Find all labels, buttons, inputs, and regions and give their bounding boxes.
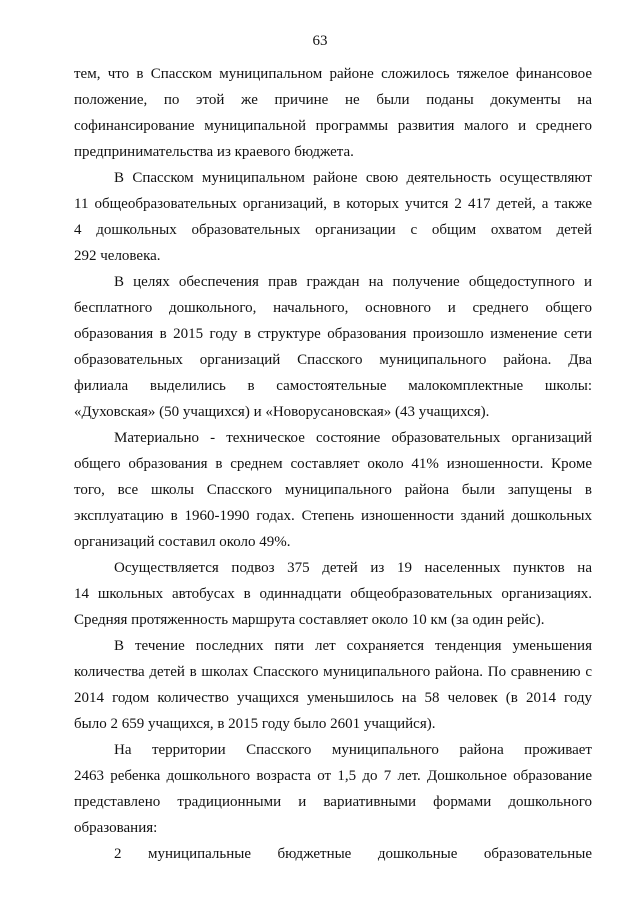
text-line: было 2 659 учащихся, в 2015 году было 2601 учащийся). [74, 716, 436, 732]
text-line: На территории Спасского муниципального района проживает [114, 742, 592, 758]
text-line: тем, что в Спасском муниципальном районе сложилось тяжелое финансовое [74, 66, 592, 82]
text-line: бесплатного дошкольного, начального, основного и среднего общего [74, 300, 592, 316]
text-line: количества детей в школах Спасского муниципального района. По сравнению с [74, 664, 592, 680]
text-line: филиала выделились в самостоятельные малокомплектные школы: [74, 378, 592, 394]
text-line: представлено традиционными и вариативными формами дошкольного [74, 794, 592, 810]
text-line: В течение последних пяти лет сохраняется тенденция уменьшения [114, 638, 592, 654]
text-line: того, все школы Спасского муниципального района были запущены в [74, 482, 592, 498]
text-line: образования: [74, 820, 158, 836]
text-line: 2014 годом количество учащихся уменьшилось на 58 человек (в 2014 году [74, 690, 592, 706]
text-line: В Спасском муниципальном районе свою деятельность осуществляют [114, 170, 592, 186]
text-line: общего образования в среднем составляет около 41% изношенности. Кроме [74, 456, 592, 472]
text-line: предпринимательства из краевого бюджета. [74, 144, 354, 160]
text-line: Осуществляется подвоз 375 детей из 19 населенных пунктов на [114, 560, 592, 576]
text-line: образования в 2015 году в структуре образования произошло изменение сети [74, 326, 592, 342]
text-line: 14 школьных автобусах в одиннадцати общеобразовательных организациях. [74, 586, 592, 602]
text-line: 2463 ребенка дошкольного возраста от 1,5 до 7 лет. Дошкольное образование [74, 768, 592, 784]
text-line: софинансирование муниципальной программы развития малого и среднего [74, 118, 592, 134]
text-line: 4 дошкольных образовательных организации с общим охватом детей [74, 222, 592, 238]
text-line: организаций составил около 49%. [74, 534, 291, 550]
text-line: образовательных организаций Спасского муниципального района. Два [74, 352, 592, 368]
text-line: Средняя протяженность маршрута составляет около 10 км (за один рейс). [74, 612, 545, 628]
text-line: эксплуатацию в 1960-1990 годах. Степень изношенности зданий дошкольных [74, 508, 592, 524]
page-number: 63 [312, 33, 328, 49]
text-line: положение, по этой же причине не были поданы документы на [74, 92, 592, 108]
text-line: 11 общеобразовательных организаций, в которых учится 2 417 детей, а также [74, 196, 592, 212]
text-line: В целях обеспечения прав граждан на получение общедоступного и [114, 274, 592, 290]
text-line: Материально - техническое состояние образовательных организаций [114, 430, 592, 446]
text-line: 292 человека. [74, 248, 161, 264]
text-line: «Духовская» (50 учащихся) и «Новорусановская» (43 учащихся). [74, 404, 490, 420]
text-line: 2 муниципальные бюджетные дошкольные образовательные [114, 846, 592, 862]
